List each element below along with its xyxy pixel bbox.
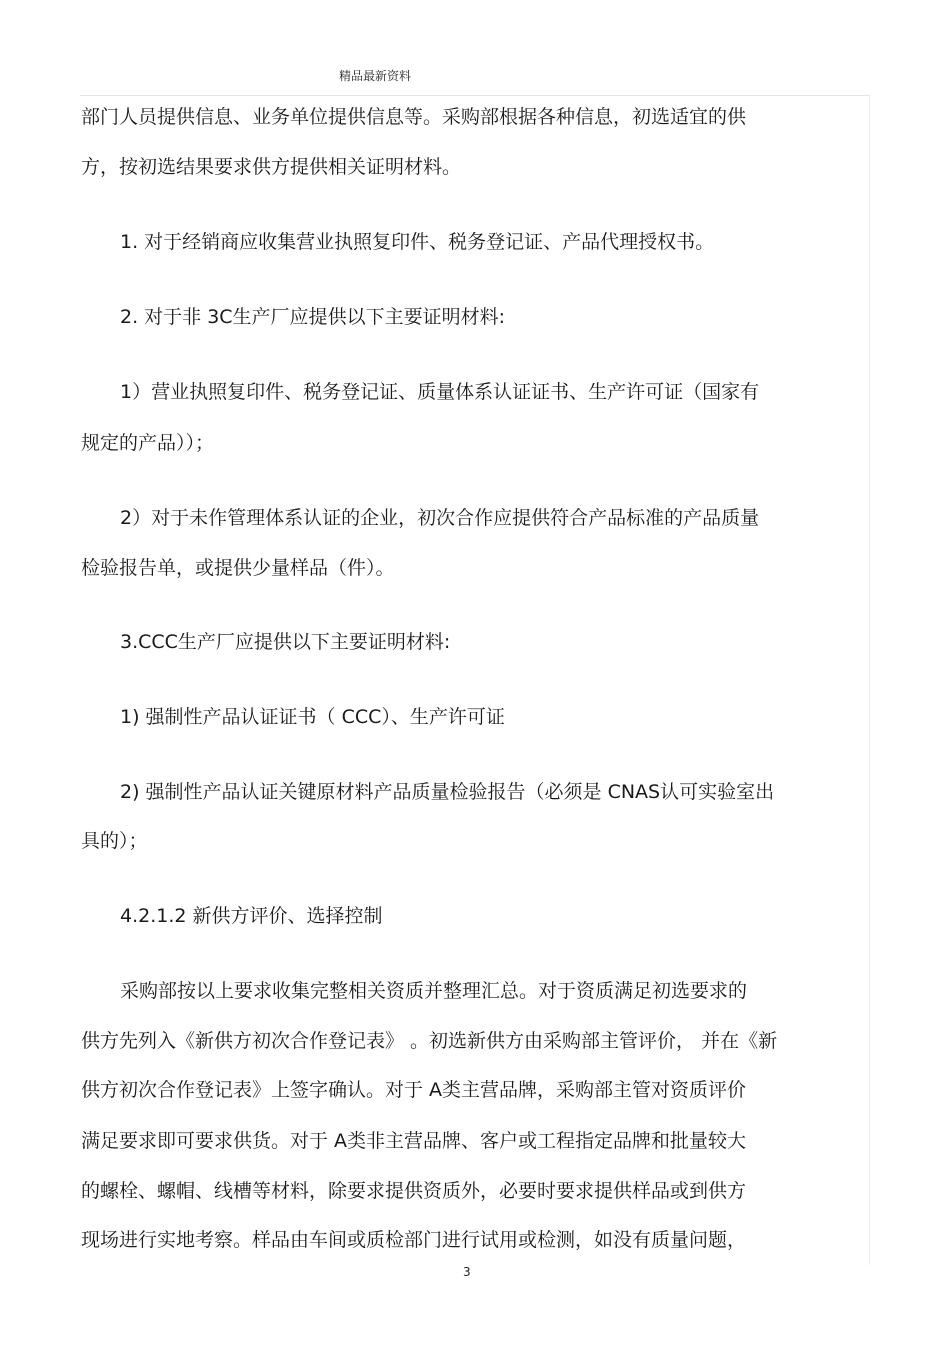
body-line: 现场进行实地考察。样品由车间或质检部门进行试用或检测，如没有质量问题， [81,1229,747,1251]
page-header: 精品最新资料 [339,69,412,83]
body-line: 1）营业执照复印件、税务登记证、质量体系认证证书、生产许可证（国家有 [120,381,760,403]
body-line: 供方初次合作登记表》上签字确认。对于 A类主营品牌，采购部主管对资质评价 [81,1079,747,1101]
body-line: 满足要求即可要求供货。对于 A类非主营品牌、客户或工程指定品牌和批量较大 [81,1130,747,1152]
body-line: 的螺栓、螺帽、线槽等材料，除要求提供资质外，必要时要求提供样品或到供方 [81,1180,747,1202]
body-line: 2. 对于非 3C生产厂应提供以下主要证明材料: [120,306,505,328]
section-heading: 4.2.1.2 新供方评价、选择控制 [120,905,383,927]
body-line: 1. 对于经销商应收集营业执照复印件、税务登记证、产品代理授权书。 [120,231,715,253]
body-line: 2) 强制性产品认证关键原材料产品质量检验报告（必须是 CNAS认可实验室出 [120,781,775,803]
right-margin-line [869,95,870,1265]
page-number: 3 [463,1265,471,1279]
body-line: 2）对于未作管理体系认证的企业，初次合作应提供符合产品标准的产品质量 [120,507,760,529]
body-line: 采购部按以上要求收集完整相关资质并整理汇总。对于资质满足初选要求的 [120,980,748,1002]
body-line: 具的）； [81,830,148,852]
body-line: 检验报告单，或提供少量样品（件）。 [81,557,395,579]
body-line: 1) 强制性产品认证证书（ CCC）、生产许可证 [120,706,505,728]
body-line: 部门人员提供信息、业务单位提供信息等。采购部根据各种信息，初选适宜的供 [81,106,747,128]
body-line: 方，按初选结果要求供方提供相关证明材料。 [81,156,462,178]
body-line: 供方先列入《新供方初次合作登记表》 。初选新供方由采购部主管评价， 并在《新 [81,1030,778,1052]
header-divider [80,95,870,96]
body-line: 3.CCC生产厂应提供以下主要证明材料: [120,631,451,653]
body-line: 规定的产品））； [81,432,215,454]
